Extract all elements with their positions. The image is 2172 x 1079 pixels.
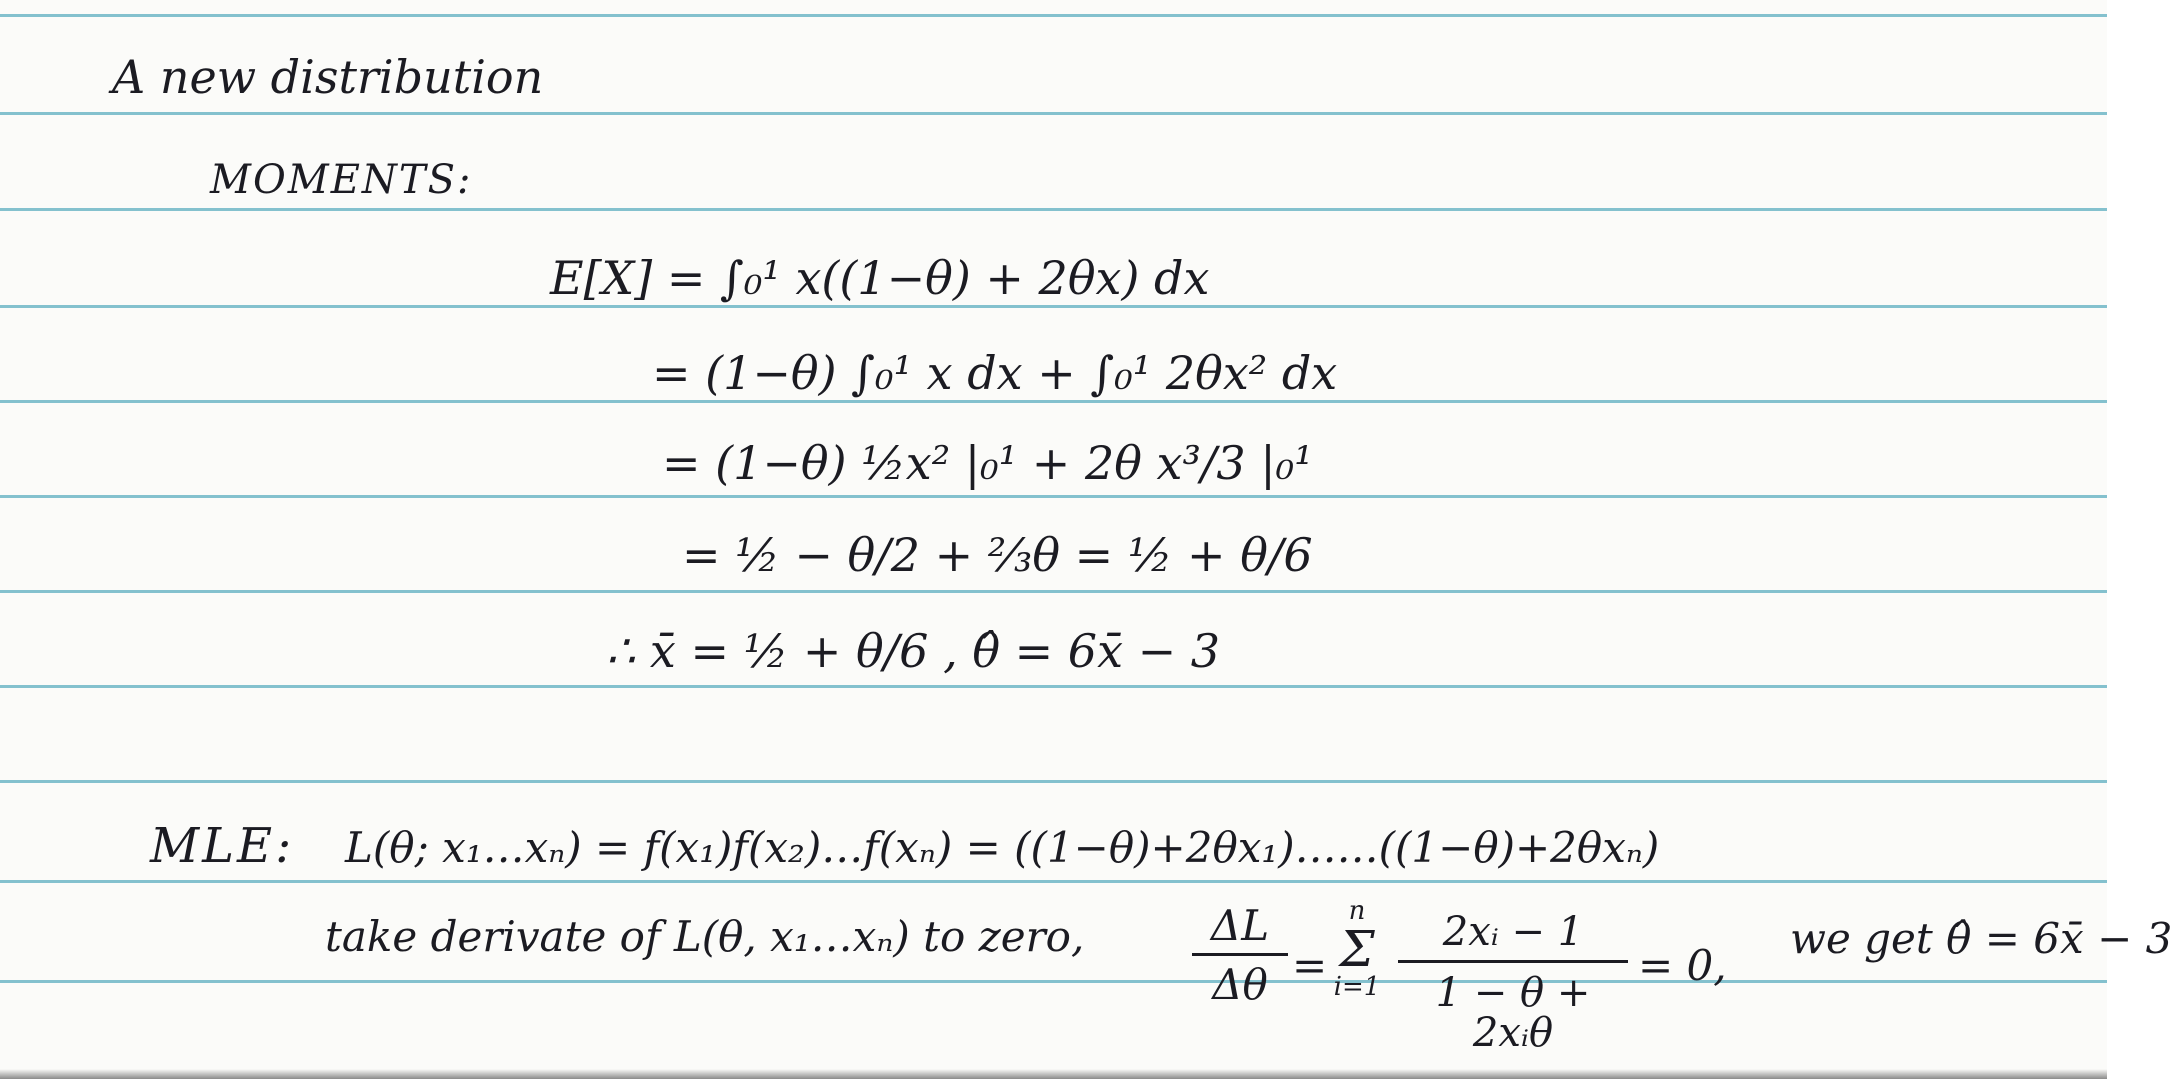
moments-conclusion-line: ∴ x̄ = ½ + θ/6 , θ̂ = 6x̄ − 3: [606, 624, 1221, 678]
sum-upper-limit: n: [1348, 896, 1366, 926]
page-edge-shadow: [0, 1069, 2107, 1079]
ruled-line: [0, 400, 2107, 403]
equals-zero: = 0,: [1638, 941, 1727, 990]
ruled-line: [0, 880, 2107, 883]
ruled-line: [0, 112, 2107, 115]
mle-likelihood-equation: L(θ; x₁…xₙ) = f(x₁)f(x₂)…f(xₙ) = ((1−θ)+2θx₁)……((1−θ)+2θxₙ): [345, 823, 1660, 872]
ruled-line: [0, 14, 2107, 17]
derivative-numerator: ΔL: [1192, 905, 1288, 956]
ruled-line: [0, 685, 2107, 688]
sum-lower-limit: i=1: [1333, 972, 1381, 1002]
note-title: A new distribution: [112, 50, 544, 104]
summation: [1332, 898, 1382, 1000]
moments-equation-line: = (1−θ) ∫₀¹ x dx + ∫₀¹ 2θx² dx: [652, 346, 1338, 400]
score-fraction: [1398, 909, 1628, 1056]
score-denominator: 1 − θ + 2xᵢθ: [1435, 970, 1591, 1056]
sigma-symbol: Σ: [1339, 920, 1375, 978]
mle-result: we get θ̂ = 6x̄ − 3: [1790, 914, 2172, 963]
score-numerator: 2xᵢ − 1: [1398, 912, 1628, 963]
ruled-line: [0, 208, 2107, 211]
moments-equation-line: = ½ − θ/2 + ⅔θ = ½ + θ/6: [682, 528, 1313, 582]
equals-sign: =: [1292, 941, 1328, 990]
ruled-line: [0, 590, 2107, 593]
mle-label: MLE:: [150, 818, 295, 874]
derivative-fraction: [1192, 901, 1288, 1009]
moments-equation-line: E[X] = ∫₀¹ x((1−θ) + 2θx) dx: [550, 251, 1210, 305]
moments-equation-line: = (1−θ) ½x² |₀¹ + 2θ x³/3 |₀¹: [662, 436, 1313, 490]
ruled-line: [0, 980, 2107, 983]
ruled-line: [0, 780, 2107, 783]
derivative-text: take derivate of L(θ, x₁…xₙ) to zero,: [325, 912, 1085, 961]
ruled-line: [0, 305, 2107, 308]
ruled-line: [0, 495, 2107, 498]
moments-heading: MOMENTS:: [210, 157, 473, 203]
derivative-denominator: Δθ: [1212, 960, 1268, 1009]
